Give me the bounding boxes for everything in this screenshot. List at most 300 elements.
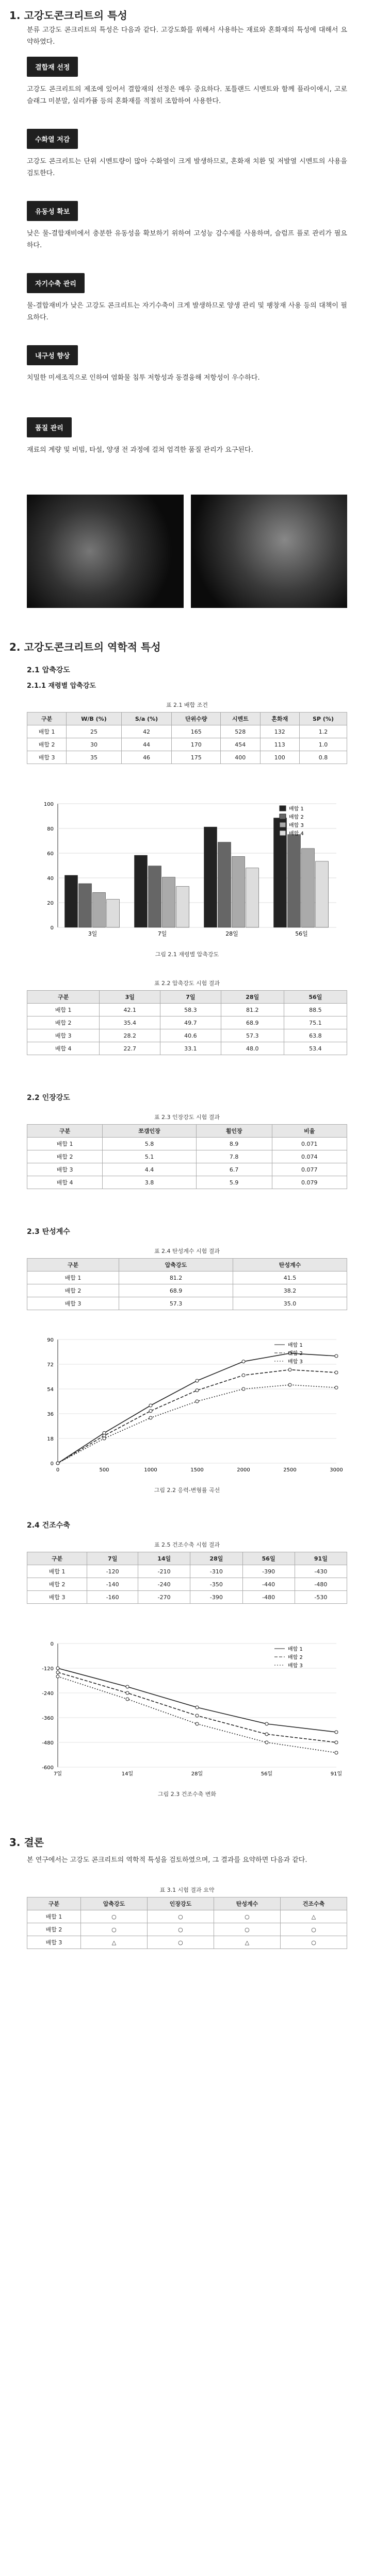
table-cell: 38.2	[233, 1284, 347, 1297]
table-cell: 132	[260, 725, 300, 738]
tag-text: 치밀한 미세조직으로 인하여 염화물 침투 저항성과 동결융해 저항성이 우수하다.	[27, 374, 260, 382]
x-tick-label: 28일	[191, 1771, 203, 1777]
table-header-cell: 28일	[221, 991, 284, 1004]
y-tick-label: 80	[47, 826, 54, 832]
table-row	[27, 738, 347, 751]
figure-stress-strain	[27, 1329, 347, 1499]
table-row	[27, 1923, 347, 1936]
bar	[246, 868, 259, 927]
table-row	[27, 1029, 347, 1042]
data-point	[196, 1389, 199, 1392]
tag-block-5	[27, 345, 347, 384]
table-header-cell: 구분	[27, 1125, 103, 1138]
bar	[316, 861, 329, 927]
bar	[218, 842, 231, 927]
table-header-cell: S/a (%)	[121, 713, 172, 725]
table-header-cell: SP (%)	[300, 713, 347, 725]
table-cell: ○	[147, 1936, 214, 1949]
section-1-intro: 분류 고강도 콘크리트의 특성은 다음과 같다. 고강도화를 위해서 사용하는 재료와 혼화재의 특성에 대해서 요약하였다.	[27, 26, 347, 46]
bar	[162, 877, 175, 927]
table-cell: 배합 3	[27, 751, 67, 764]
figure-caption: 그림 2.1 재령별 압축강도	[155, 951, 219, 958]
table-cell: -480	[295, 1578, 347, 1591]
table-cell: 22.7	[100, 1042, 160, 1055]
table-cell: 41.5	[233, 1272, 347, 1284]
table-cell: 배합 1	[27, 1138, 103, 1150]
line-chart	[27, 1633, 347, 1788]
table-cell: 57.3	[221, 1029, 284, 1042]
table-row	[27, 1936, 347, 1949]
table-cell: 175	[172, 751, 221, 764]
table-cell: ○	[147, 1910, 214, 1923]
table-cell: 배합 3	[27, 1163, 103, 1176]
bar	[149, 866, 161, 927]
table-header-cell: 시멘트	[221, 713, 261, 725]
y-tick-label: 18	[47, 1436, 54, 1442]
table-title: 표 2.2 압축강도 시험 결과	[154, 980, 220, 987]
table-header-cell: 압축강도	[119, 1259, 233, 1272]
table-cell: 배합 2	[27, 738, 67, 751]
legend-label: 배합 3	[288, 1359, 303, 1365]
bar-chart	[27, 793, 347, 948]
figure-shrinkage	[27, 1633, 347, 1803]
table-cell: 1.2	[300, 725, 347, 738]
table-cell: 35.4	[100, 1016, 160, 1029]
table-cell: 0.077	[272, 1163, 347, 1176]
table-cell: -430	[295, 1565, 347, 1578]
data-point	[56, 1462, 59, 1465]
table-cell: 5.8	[103, 1138, 196, 1150]
table-header-cell: 구분	[27, 713, 67, 725]
data-point	[149, 1416, 152, 1419]
table-cell: 배합 3	[27, 1936, 81, 1949]
table-title: 표 2.1 배합 조건	[166, 702, 208, 708]
bar	[79, 884, 92, 927]
conclusion-text: 본 연구에서는 고강도 콘크리트의 역학적 특성을 검토하였으며, 그 결과를 요약하면 다음과 같다.	[27, 1856, 307, 1864]
table-cell: 0.074	[272, 1150, 347, 1163]
table-cell: 81.2	[221, 1004, 284, 1016]
table-cell: 배합 1	[27, 1272, 119, 1284]
tag-label: 수화열 저감	[27, 129, 78, 149]
table-tensile	[27, 1113, 347, 1189]
data-point	[126, 1698, 129, 1701]
table-cell: 528	[221, 725, 261, 738]
table-cell: 배합 2	[27, 1016, 100, 1029]
y-tick-label: 90	[47, 1337, 54, 1343]
x-tick-label: 0	[56, 1467, 60, 1473]
table-row	[27, 1910, 347, 1923]
data-point	[103, 1437, 106, 1440]
strength-table	[27, 990, 347, 1055]
table-cell: 44	[121, 738, 172, 751]
tag-label: 유동성 확보	[27, 201, 78, 221]
x-tick-label: 1500	[190, 1467, 204, 1473]
y-tick-label: 72	[47, 1362, 54, 1368]
sub-heading-2-1-1: 2.1.1 재령별 압축강도	[27, 682, 96, 690]
legend-swatch	[280, 806, 286, 811]
table-cell: 68.9	[119, 1284, 233, 1297]
data-point	[149, 1404, 152, 1407]
table-header-cell: 구분	[27, 991, 100, 1004]
table-cell: 5.1	[103, 1150, 196, 1163]
table-cell: 35.0	[233, 1297, 347, 1310]
legend-label: 배합 2	[288, 1655, 303, 1660]
table-cell: 7.8	[196, 1150, 272, 1163]
table-header-cell: 7일	[160, 991, 221, 1004]
table-cell: 165	[172, 725, 221, 738]
table-header-cell: 91일	[295, 1552, 347, 1565]
table-shrinkage	[27, 1540, 347, 1604]
table-cell: 배합 2	[27, 1923, 81, 1936]
legend-swatch	[280, 822, 286, 827]
x-tick-label: 7일	[157, 930, 167, 937]
table-header-cell: 압축강도	[80, 1897, 147, 1910]
x-tick-label: 14일	[121, 1771, 134, 1777]
x-tick-label: 2500	[283, 1467, 297, 1473]
tag-block-6	[27, 417, 347, 456]
table-cell: 48.0	[221, 1042, 284, 1055]
legend-label: 배합 3	[288, 1663, 303, 1669]
y-tick-label: 0	[50, 925, 54, 931]
mix-table	[27, 712, 347, 764]
y-tick-label: -360	[42, 1716, 54, 1721]
table-cell: -120	[87, 1565, 138, 1578]
table-cell: ○	[147, 1923, 214, 1936]
table-cell: 81.2	[119, 1272, 233, 1284]
y-tick-label: -120	[42, 1666, 54, 1672]
tag-label: 내구성 향상	[27, 345, 78, 365]
figure-caption: 그림 2.3 건조수축 변화	[158, 1791, 216, 1798]
table-row	[27, 751, 347, 764]
bar	[65, 875, 78, 927]
table-cell: 배합 2	[27, 1150, 103, 1163]
table-cell: 35	[67, 751, 121, 764]
table-header-cell: 56일	[242, 1552, 295, 1565]
table-cell: -440	[242, 1578, 295, 1591]
table-header-cell: 7일	[87, 1552, 138, 1565]
table-cell: 배합 4	[27, 1042, 100, 1055]
data-point	[288, 1368, 291, 1371]
data-point	[265, 1741, 268, 1744]
data-point	[265, 1733, 268, 1736]
table-cell: 33.1	[160, 1042, 221, 1055]
data-point	[56, 1671, 59, 1674]
table-header-cell: 휨인장	[196, 1125, 272, 1138]
data-point	[242, 1360, 245, 1363]
table-cell: 배합 2	[27, 1578, 87, 1591]
table-cell: 0.071	[272, 1138, 347, 1150]
table-cell: 100	[260, 751, 300, 764]
table-cell: -530	[295, 1591, 347, 1604]
table-cell: 42	[121, 725, 172, 738]
table-cell: 46	[121, 751, 172, 764]
data-point	[56, 1667, 59, 1670]
table-cell: 0.079	[272, 1176, 347, 1189]
section-1-heading: 1. 고강도콘크리트의 특성	[9, 9, 127, 22]
data-point	[196, 1706, 199, 1709]
x-tick-label: 91일	[330, 1771, 343, 1777]
section-2-heading: 2. 고강도콘크리트의 역학적 특성	[9, 641, 161, 653]
table-row	[27, 1297, 347, 1310]
table-cell: ○	[80, 1923, 147, 1936]
line-chart	[27, 1329, 347, 1484]
table-title: 표 3.1 시험 결과 요약	[159, 1887, 215, 1893]
table-cell: 68.9	[221, 1016, 284, 1029]
micrograph-image	[191, 495, 348, 608]
tag-text: 고강도 콘크리트는 단위 시멘트량이 많아 수화열이 크게 발생하므로, 혼화재 치환 및 저발열 시멘트의 사용을 검토한다.	[27, 158, 347, 177]
table-cell: 배합 1	[27, 1565, 87, 1578]
table-header-cell: 3일	[100, 991, 160, 1004]
table-row	[27, 1176, 347, 1189]
y-tick-label: -480	[42, 1740, 54, 1746]
table-cell: ○	[280, 1923, 347, 1936]
tag-text: 낮은 물-결합재비에서 충분한 유동성을 확보하기 위하여 고성능 감수제를 사용하며, 슬럼프 플로 관리가 필요하다.	[27, 230, 347, 249]
table-cell: 배합 1	[27, 1910, 81, 1923]
table-header-cell: 구분	[27, 1259, 119, 1272]
table-cell: 배합 3	[27, 1029, 100, 1042]
bar	[176, 887, 189, 927]
table-cell: ○	[80, 1910, 147, 1923]
data-point	[335, 1371, 338, 1374]
bar	[288, 835, 301, 927]
table-header-cell: 28일	[190, 1552, 242, 1565]
table-header-cell: 인장강도	[147, 1897, 214, 1910]
table-cell: 배합 1	[27, 1004, 100, 1016]
x-tick-label: 500	[99, 1467, 109, 1473]
table-header-cell: 탄성계수	[233, 1259, 347, 1272]
data-point	[242, 1374, 245, 1377]
legend-label: 배합 1	[288, 1343, 303, 1348]
modulus-table	[27, 1258, 347, 1310]
table-row	[27, 1591, 347, 1604]
table-header-cell: 쪼갬인장	[103, 1125, 196, 1138]
table-cell: 58.3	[160, 1004, 221, 1016]
x-tick-label: 56일	[261, 1771, 273, 1777]
table-cell: 30	[67, 738, 121, 751]
y-tick-label: 20	[47, 901, 54, 906]
table-summary	[27, 1886, 347, 1949]
table-cell: -480	[242, 1591, 295, 1604]
sub-heading-2-1: 2.1 압축강도	[27, 666, 70, 674]
x-tick-label: 56일	[295, 930, 308, 937]
table-row	[27, 1016, 347, 1029]
y-tick-label: 36	[47, 1412, 54, 1417]
data-point	[288, 1383, 291, 1386]
table-cell: -140	[87, 1578, 138, 1591]
data-point	[242, 1387, 245, 1391]
x-tick-label: 2000	[237, 1467, 250, 1473]
table-cell: 170	[172, 738, 221, 751]
table-header-cell: 구분	[27, 1897, 81, 1910]
table-header-cell: 구분	[27, 1552, 87, 1565]
table-cell: 4.4	[103, 1163, 196, 1176]
tag-label: 품질 관리	[27, 417, 72, 437]
table-row	[27, 1565, 347, 1578]
table-row	[27, 1578, 347, 1591]
table-cell: -240	[138, 1578, 190, 1591]
table-cell: 400	[221, 751, 261, 764]
y-tick-label: 0	[50, 1641, 54, 1647]
bar	[232, 856, 245, 927]
table-row	[27, 1004, 347, 1016]
table-modulus	[27, 1247, 347, 1310]
table-strength	[27, 979, 347, 1055]
table-cell: 배합 4	[27, 1176, 103, 1189]
sub-heading-2-2: 2.2 인장강도	[27, 1094, 70, 1102]
tag-block-2	[27, 129, 347, 180]
table-row	[27, 1042, 347, 1055]
bar	[93, 892, 106, 927]
bar	[204, 827, 217, 927]
data-point	[265, 1722, 268, 1725]
legend-label: 배합 3	[289, 823, 304, 828]
series-line	[58, 1370, 336, 1463]
legend-label: 배합 2	[288, 1351, 303, 1357]
data-point	[335, 1751, 338, 1754]
table-cell: △	[80, 1936, 147, 1949]
table-cell: -390	[242, 1565, 295, 1578]
table-cell: 57.3	[119, 1297, 233, 1310]
data-point	[335, 1741, 338, 1744]
x-tick-label: 3일	[88, 930, 97, 937]
section-3-heading: 3. 결론	[9, 1836, 44, 1849]
data-point	[56, 1675, 59, 1678]
table-row	[27, 1150, 347, 1163]
y-tick-label: -240	[42, 1691, 54, 1697]
table-cell: 40.6	[160, 1029, 221, 1042]
data-point	[335, 1386, 338, 1389]
table-cell: 88.5	[284, 1004, 347, 1016]
table-cell: 28.2	[100, 1029, 160, 1042]
table-cell: 배합 2	[27, 1284, 119, 1297]
table-header-cell: 탄성계수	[214, 1897, 280, 1910]
y-tick-label: 40	[47, 876, 54, 882]
legend-label: 배합 4	[289, 831, 304, 837]
x-tick-label: 28일	[225, 930, 238, 937]
bar	[135, 855, 148, 927]
legend-label: 배합 2	[289, 815, 304, 820]
table-cell: -210	[138, 1565, 190, 1578]
table-row	[27, 725, 347, 738]
data-point	[126, 1691, 129, 1694]
table-title: 표 2.4 탄성계수 시험 결과	[154, 1248, 220, 1255]
table-header-cell: 건조수축	[280, 1897, 347, 1910]
table-cell: -270	[138, 1591, 190, 1604]
table-row	[27, 1138, 347, 1150]
table-cell: -350	[190, 1578, 242, 1591]
table-header-cell: 비율	[272, 1125, 347, 1138]
series-line	[58, 1385, 336, 1463]
y-tick-label: 60	[47, 851, 54, 857]
table-cell: 25	[67, 725, 121, 738]
tag-label: 자기수축 관리	[27, 273, 85, 293]
table-header-cell: 14일	[138, 1552, 190, 1565]
legend-swatch	[280, 814, 286, 819]
x-tick-label: 1000	[144, 1467, 157, 1473]
x-tick-label: 7일	[53, 1771, 62, 1777]
bar	[302, 849, 315, 927]
table-title: 표 2.3 인장강도 시험 결과	[154, 1114, 220, 1121]
figure-caption: 그림 2.2 응력-변형률 곡선	[154, 1487, 220, 1494]
data-point	[196, 1722, 199, 1725]
table-cell: -390	[190, 1591, 242, 1604]
summary-table	[27, 1897, 347, 1949]
table-cell: 113	[260, 738, 300, 751]
table-cell: ○	[280, 1936, 347, 1949]
table-cell: △	[280, 1910, 347, 1923]
table-cell: 배합 3	[27, 1297, 119, 1310]
bar	[107, 900, 120, 927]
table-cell: 63.8	[284, 1029, 347, 1042]
table-cell: 49.7	[160, 1016, 221, 1029]
table-row	[27, 1272, 347, 1284]
data-point	[149, 1410, 152, 1413]
table-cell: ○	[214, 1910, 280, 1923]
table-header-cell: 단위수량	[172, 713, 221, 725]
data-point	[335, 1354, 338, 1358]
y-tick-label: 54	[47, 1387, 54, 1393]
table-cell: -160	[87, 1591, 138, 1604]
tag-text: 물-결합재비가 낮은 고강도 콘크리트는 자기수축이 크게 발생하므로 양생 관리 및 팽창재 사용 등의 대책이 필요하다.	[27, 302, 347, 321]
y-tick-label: 100	[43, 802, 54, 807]
table-mix	[27, 701, 347, 764]
sub-heading-2-4: 2.4 건조수축	[27, 1521, 70, 1530]
tag-block-1	[27, 57, 347, 108]
tag-block-3	[27, 201, 347, 252]
table-cell: 5.9	[196, 1176, 272, 1189]
legend-label: 배합 1	[288, 1647, 303, 1652]
tensile-table	[27, 1124, 347, 1189]
table-title: 표 2.5 건조수축 시험 결과	[154, 1541, 220, 1548]
table-cell: 75.1	[284, 1016, 347, 1029]
figure-compressive-strength	[27, 793, 347, 963]
x-tick-label: 3000	[330, 1467, 343, 1473]
shrinkage-table	[27, 1552, 347, 1604]
data-point	[196, 1400, 199, 1403]
table-cell: ○	[214, 1923, 280, 1936]
table-cell: 6.7	[196, 1163, 272, 1176]
micrograph-figure	[27, 495, 347, 608]
data-point	[196, 1379, 199, 1382]
tag-text: 고강도 콘크리트의 제조에 있어서 결합재의 선정은 매우 중요하다. 포틀랜드 시멘트와 함께 플라이애시, 고로슬래그 미분말, 실리카퓸 등의 혼화재를 적절히 조합하여 사용한다.	[27, 86, 347, 105]
table-cell: △	[214, 1936, 280, 1949]
legend-swatch	[280, 831, 286, 836]
table-header-cell: W/B (%)	[67, 713, 121, 725]
table-cell: 454	[221, 738, 261, 751]
tag-block-4	[27, 273, 347, 324]
tag-text: 재료의 계량 및 비빔, 타설, 양생 전 과정에 걸쳐 엄격한 품질 관리가 요구된다.	[27, 446, 253, 454]
y-tick-label: -600	[42, 1765, 54, 1771]
micrograph-image	[27, 495, 184, 608]
y-tick-label: 0	[50, 1461, 54, 1467]
data-point	[126, 1685, 129, 1688]
table-cell: -310	[190, 1565, 242, 1578]
table-header-cell: 56일	[284, 991, 347, 1004]
tag-label: 결합재 선정	[27, 57, 78, 77]
table-cell: 8.9	[196, 1138, 272, 1150]
table-cell: 배합 1	[27, 725, 67, 738]
legend-label: 배합 1	[289, 806, 304, 812]
data-point	[196, 1714, 199, 1717]
table-cell: 42.1	[100, 1004, 160, 1016]
table-cell: 1.0	[300, 738, 347, 751]
table-cell: 배합 3	[27, 1591, 87, 1604]
table-row	[27, 1284, 347, 1297]
data-point	[335, 1731, 338, 1734]
table-cell: 3.8	[103, 1176, 196, 1189]
sub-heading-2-3: 2.3 탄성계수	[27, 1228, 70, 1236]
table-cell: 53.4	[284, 1042, 347, 1055]
